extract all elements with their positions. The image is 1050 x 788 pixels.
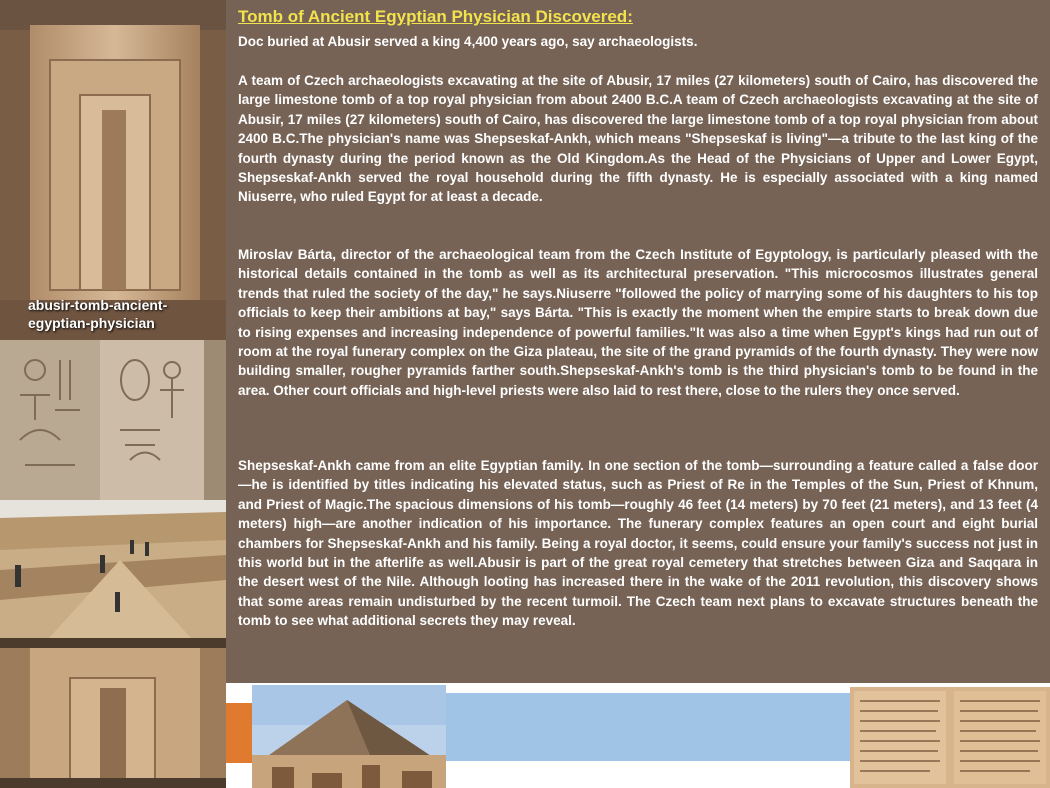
hieroglyph-relief-photo: [0, 340, 226, 500]
bottom-strip: [226, 683, 1050, 788]
photo-sidebar: [0, 0, 226, 788]
tomb-interior-photo: [0, 648, 226, 788]
article-subtitle: Doc buried at Abusir served a king 4,400 years ago, say archaeologists.: [238, 34, 698, 49]
tomb-false-door-photo: [0, 0, 226, 340]
caption-line: abusir-tomb-ancient-: [28, 297, 168, 313]
orange-accent-bar: [226, 703, 252, 763]
article-panel: [226, 0, 1050, 683]
article-paragraph: Miroslav Bárta, director of the archaeological team from the Czech Institute of Egyptology, is particularly pleased with the historical details contained in the tomb as well as its architectural preservation. "This microcosmos illustrates general trends that ruled the society of the day," he says.Niuserre "followed the policy of marrying some of his daughters to his top officials to keep their ambitions at bay," says Bárta. "This is exactly the moment when the empire starts to break down due to rising expenses and increasing independence of powerful families."It was also a time when Egypt's kings had run out of room at the royal funerary complex on the Giza plateau, the site of the grand pyramids of the fourth dynasty. They were now building smaller, rougher pyramids farther south.Shepseskaf-Ankh's tomb is the third physician's tomb to be found in the area. Other court officials and high-level priests were also laid to rest there, close to the rulers they once served.: [238, 247, 1038, 398]
article-title: Tomb of Ancient Egyptian Physician Discovered:: [238, 7, 633, 26]
papyrus-photo: [850, 687, 1050, 788]
caption-line: egyptian-physician: [28, 315, 155, 331]
photo-caption: [28, 296, 167, 332]
pyramid-photo: [252, 685, 446, 788]
blue-accent-bar: [446, 693, 851, 761]
article-paragraph: Shepseskaf-Ankh came from an elite Egyptian family. In one section of the tomb—surrounding a feature called a false door—he is identified by titles indicating his elevated status, such as Priest of Re in the Temples of the Sun, Priest of Khnum, and Priest of Magic.The spacious dimensions of his tomb—roughly 46 feet (14 meters) by 70 feet (21 meters), and 13 feet (4 meters) high—are another indication of his importance. The funerary complex features an open court and eight burial chambers for Shepseskaf-Ankh and his family. Being a royal doctor, it seems, could ensure your family's success not just in this world but in the afterlife as well.Abusir is part of the great royal cemetery that stretches between Giza and Saqqara in the desert west of the Nile. Although looting has increased there in the wake of the 2011 revolution, this discovery shows that some areas remain undisturbed by the recent turmoil. The Czech team next plans to excavate structures beneath the tomb to see what additional secrets they may reveal.: [238, 458, 1038, 629]
excavation-site-photo: [0, 500, 226, 648]
article-paragraph: A team of Czech archaeologists excavating at the site of Abusir, 17 miles (27 kilometers) south of Cairo, has discovered the large limestone tomb of a top royal physician from about 2400 B.C.A team of Czech archaeologists excavating at the site of Abusir, 17 miles (27 kilometers) south of Cairo, has discovered the large limestone tomb of a top royal physician from about 2400 B.C.The physician's name was Shepseskaf-Ankh, which means "Shepseskaf is living"—a tribute to the last king of the fourth dynasty during the period known as the Old Kingdom.As the Head of the Physicians of Upper and Lower Egypt, Shepseskaf-Ankh served the royal household during the fifth dynasty. He is especially associated with a king named Niuserre, who ruled Egypt for at least a decade.: [238, 73, 1038, 205]
